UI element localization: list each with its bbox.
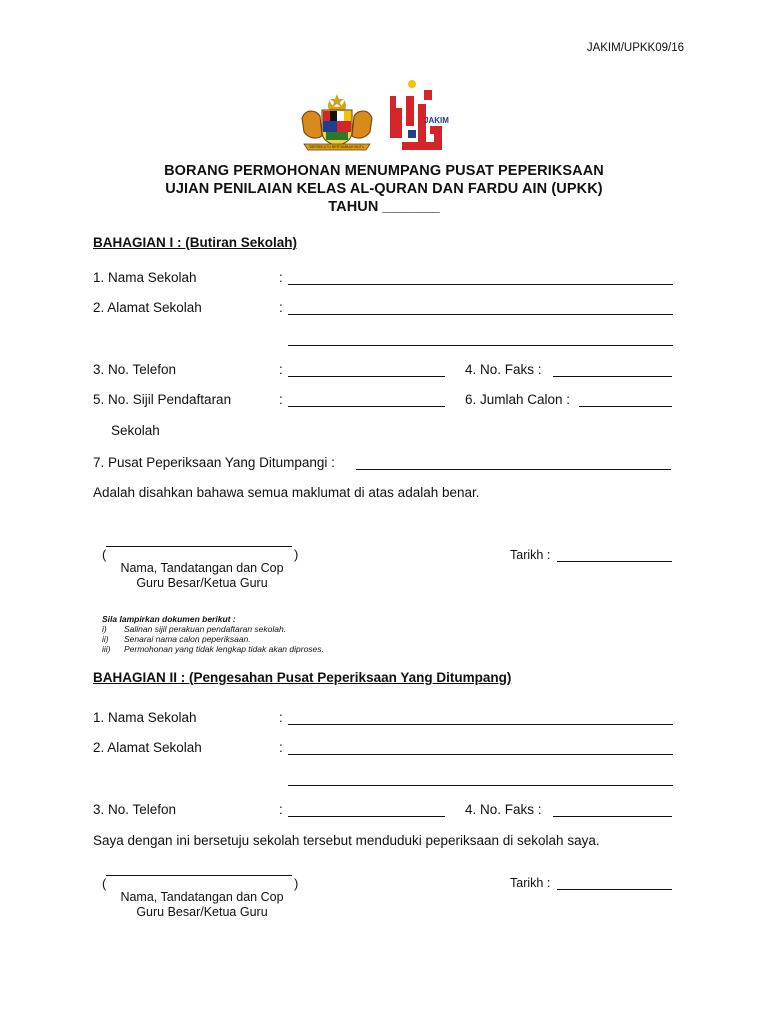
form-title-line2: UJIAN PENILAIAN KELAS AL-QURAN DAN FARDU AIN (UPKK) (165, 181, 603, 197)
document-ref-code: JAKIM/UPKK09/16 (586, 42, 684, 54)
s2-alamat-sekolah-label: 2. Alamat Sekolah (93, 740, 202, 755)
s1-pusat-peperiksaan-field[interactable] (356, 469, 671, 470)
s1-nama-sekolah-colon: : (279, 270, 283, 285)
s2-date-label: Tarikh : (510, 876, 551, 890)
s2-no-faks-field[interactable] (553, 816, 672, 817)
s1-signature-label1: Nama, Tandatangan dan Cop (120, 561, 284, 575)
s2-nama-sekolah-field[interactable] (288, 724, 673, 725)
s1-jumlah-calon-field[interactable] (579, 406, 672, 407)
s2-no-telefon-label: 3. No. Telefon (93, 802, 177, 817)
s1-jumlah-calon-label: 6. Jumlah Calon : (465, 392, 571, 407)
s2-alamat-sekolah-field-line2[interactable] (288, 785, 673, 786)
notes-title: Sila lampirkan dokumen berikut : (102, 614, 236, 624)
s1-alamat-sekolah-field-line1[interactable] (288, 314, 673, 315)
section1-heading: BAHAGIAN I : (Butiran Sekolah) (93, 235, 298, 250)
form-title-line1: BORANG PERMOHONAN MENUMPANG PUSAT PEPERIKSAAN (164, 163, 604, 179)
s1-no-telefon-field[interactable] (288, 376, 445, 377)
s1-no-telefon-label: 3. No. Telefon (93, 362, 177, 377)
s1-pusat-peperiksaan-label: 7. Pusat Peperiksaan Yang Ditumpangi : (93, 455, 335, 470)
s1-no-sijil-label-cont: Sekolah (111, 423, 160, 438)
s1-alamat-sekolah-field-line2[interactable] (288, 345, 673, 346)
s2-alamat-sekolah-field-line1[interactable] (288, 754, 673, 755)
s2-no-telefon-colon: : (279, 802, 283, 817)
s2-date-field[interactable] (557, 889, 672, 890)
notes-item: i) Salinan sijil perakuan pendaftaran sekolah. (102, 624, 287, 634)
s1-no-sijil-colon: : (279, 392, 283, 407)
s1-date-label: Tarikh : (510, 548, 551, 562)
jakim-logo (386, 78, 454, 152)
s2-signature-close-paren: ) (294, 876, 299, 891)
jakim-logo-text: JAKIM (424, 116, 449, 125)
jata-caption: BERSEKUTU BERTAMBAH MUTU (309, 145, 365, 149)
s2-declaration-text: Saya dengan ini bersetuju sekolah tersebut menduduki peperiksaan di sekolah saya. (93, 833, 600, 848)
s1-date-field[interactable] (557, 561, 672, 562)
notes-item: ii) Senarai nama calon peperiksaan. (102, 634, 251, 644)
s2-no-telefon-field[interactable] (288, 816, 445, 817)
s1-alamat-sekolah-label: 2. Alamat Sekolah (93, 300, 202, 315)
form-title-year: TAHUN _______ (328, 199, 440, 215)
s1-no-telefon-colon: : (279, 362, 283, 377)
s2-nama-sekolah-colon: : (279, 710, 283, 725)
notes-item: iii) Permohonan yang tidak lengkap tidak akan diproses. (102, 644, 324, 654)
s1-no-sijil-label: 5. No. Sijil Pendaftaran (93, 392, 232, 407)
s1-nama-sekolah-field[interactable] (288, 284, 673, 285)
s2-signature-open-paren: ( (102, 876, 107, 891)
s1-no-faks-field[interactable] (553, 376, 672, 377)
jata-negara-logo (296, 92, 378, 154)
s1-attachment-notes (102, 614, 324, 654)
s2-no-faks-label: 4. No. Faks : (465, 802, 542, 817)
s1-signature-label2: Guru Besar/Ketua Guru (136, 576, 268, 590)
s1-no-sijil-field[interactable] (288, 406, 445, 407)
s1-alamat-sekolah-colon: : (279, 300, 283, 315)
jakim-emblem-icon (386, 78, 454, 152)
section2-heading: BAHAGIAN II : (Pengesahan Pusat Peperiksaan Yang Ditumpang) (93, 670, 512, 685)
s2-alamat-sekolah-colon: : (279, 740, 283, 755)
s1-signature-open-paren: ( (102, 547, 107, 562)
s2-signature-line[interactable] (106, 875, 292, 876)
s2-signature-label1: Nama, Tandatangan dan Cop (120, 890, 284, 904)
s1-signature-line[interactable] (106, 546, 292, 547)
s1-no-faks-label: 4. No. Faks : (465, 362, 542, 377)
s2-nama-sekolah-label: 1. Nama Sekolah (93, 710, 197, 725)
s1-declaration-text: Adalah disahkan bahawa semua maklumat di atas adalah benar. (93, 485, 480, 500)
s1-nama-sekolah-label: 1. Nama Sekolah (93, 270, 197, 285)
s2-signature-label2: Guru Besar/Ketua Guru (136, 905, 268, 919)
s1-signature-close-paren: ) (294, 547, 299, 562)
